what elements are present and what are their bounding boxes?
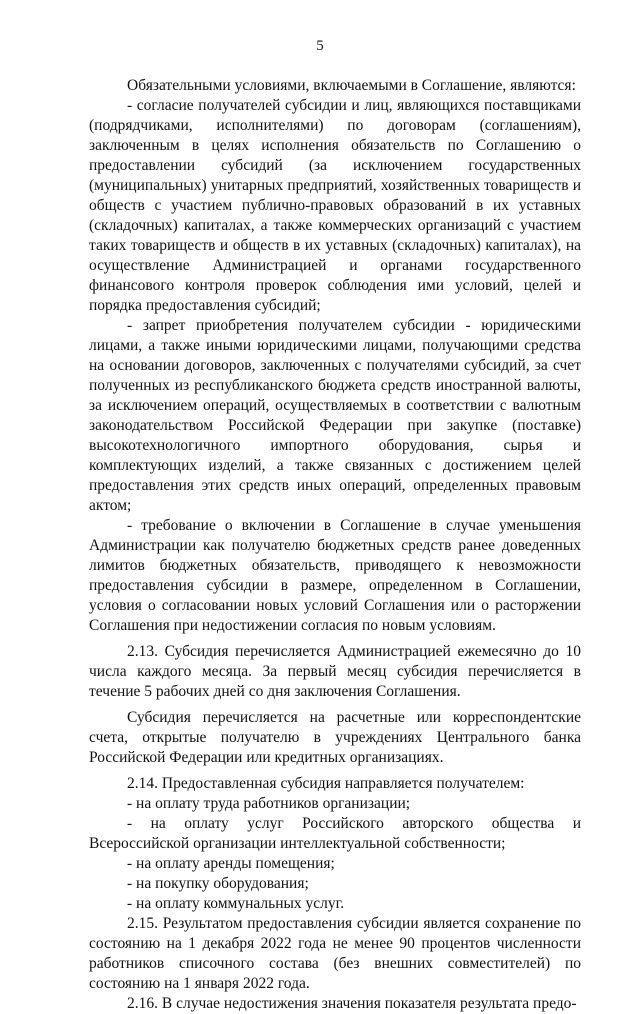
- paragraph-conditions-intro: Обязательными условиями, включаемыми в Соглашение, являются:: [127, 77, 576, 94]
- paragraph-currency-ban: - запрет приобретения получателем субсидии - юридическими лицами, а также иными юридическими лицами, получающими средства на основании договоров, заключенных с получателями субсидий, за счет полученных из республиканского бюджета средств иностранной валюты, за исключением операций, осуществляемых в соответствии с валютным законодательством Российской Федерации при закупке (поставке) высокотехнологичного импортного оборудования, сырья и комплектующих изделий, а также связанных с достижением целей предоставления этих средств иных операций, определенных правовым актом;: [89, 317, 581, 514]
- paragraph-2-13: 2.13. Субсидия перечисляется Администрацией ежемесячно до 10 числа каждого месяца. За первый месяц субсидия перечисляется в течение 5 рабочих дней со дня заключения Соглашения.: [89, 643, 581, 700]
- list-item-labor: - на оплату труда работников организации;: [127, 795, 411, 812]
- list-item-rent: - на оплату аренды помещения;: [127, 855, 335, 872]
- list-item-rao-services: - на оплату услуг Российского авторского общества и Всероссийской организации интеллектуальной собственности;: [89, 815, 581, 852]
- paragraph-2-14: 2.14. Предоставленная субсидия направляется получателем:: [127, 775, 525, 792]
- paragraph-limits-requirement: - требование о включении в Соглашение в случае уменьшения Администрации как получателю бюджетных средств ранее доведенных лимитов бюджетных обязательств, приводящего к невозможности предоставления субсидии в размере, определенном в Соглашении, условия о согласовании новых условий Соглашения или о расторжении Соглашения при недостижении согласия по новым условиям.: [89, 517, 581, 634]
- page-number: 5: [316, 38, 324, 54]
- list-item-utilities: - на оплату коммунальных услуг.: [127, 895, 345, 912]
- paragraph-accounts: Субсидия перечисляется на расчетные или корреспондентские счета, открытые получателю в учреждениях Центрального банка Российской Федерации или кредитных организациях.: [89, 709, 581, 766]
- paragraph-2-16: 2.16. В случае недостижения значения показателя результата предо-: [127, 995, 577, 1012]
- paragraph-consent-condition: - согласие получателей субсидии и лиц, являющихся поставщиками (подрядчиками, исполнителями) по договорам (соглашениям), заключенным в целях исполнения обязательств по Соглашению о предоставлении субсидий (за исключением государственных (муниципальных) унитарных предприятий, хозяйственных товариществ и обществ с участием публично-правовых образований в их уставных (складочных) капиталах, а также коммерческих организаций с участием таких товариществ и обществ в их уставных (складочных) капиталах), на осуществление Администрацией и органами государственного финансового контроля проверок соблюдения ими условий, целей и порядка предоставления субсидий;: [89, 97, 581, 314]
- list-item-equipment: - на покупку оборудования;: [127, 875, 309, 892]
- paragraph-2-15: 2.15. Результатом предоставления субсидии является сохранение по состоянию на 1 декабря 2022 года не менее 90 процентов численности работников списочного состава (без внешних совместителей) по состоянию на 1 января 2022 года.: [89, 915, 581, 992]
- document-body: [89, 76, 581, 1014]
